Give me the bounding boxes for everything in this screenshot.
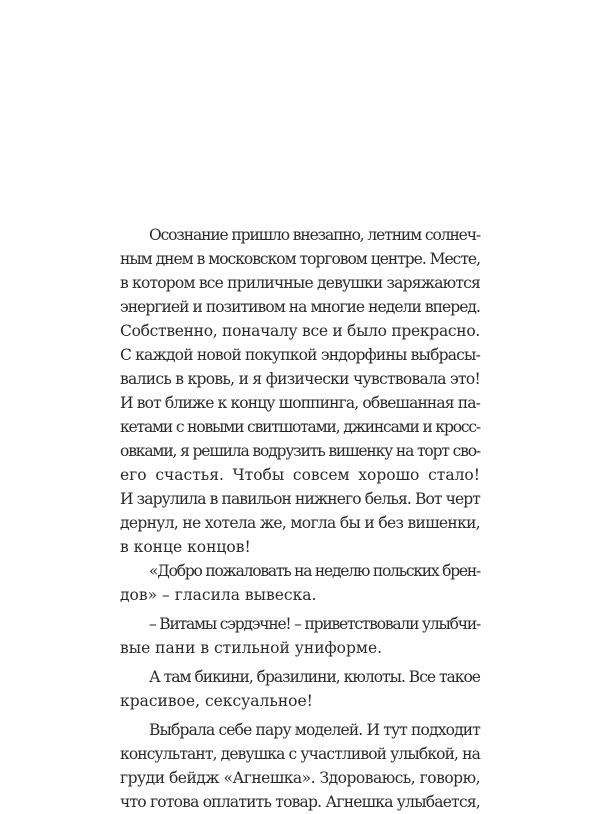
book-page-body-text [120,223,480,814]
text-line: кетами с новыми свитшотами, джинсами и кросс- [120,418,480,436]
text-line: вые пани в стильной униформе. [120,639,383,657]
text-line: «Добро пожаловать на неделю польских брен- [149,562,480,580]
text-line: консультант, девушка с участливой улыбкой, на [120,745,480,763]
text-line: овками, я решила водрузить вишенку на торт сво- [120,442,480,460]
text-line: И вот ближе к концу шоппинга, обвешанная па- [120,394,480,412]
text-line: красивое, сексуальное! [120,692,313,710]
text-line: С каждой новой покупкой эндорфины выбрасы- [120,346,480,364]
text-line: ным днем в московском торговом центре. Месте, [120,250,480,268]
text-line: в конце концов! [120,538,251,556]
text-line: дернул, не хотела же, могла бы и без вишенки, [120,514,480,532]
text-line: что готова оплатить товар. Агнешка улыбается, [120,793,480,811]
text-line: – Витамы сэрдэчне! – приветствовали улыбчи- [149,615,480,633]
text-line: в котором все приличные девушки заряжаются [120,274,480,292]
text-line: дов» – гласила вывеска. [120,586,317,604]
text-line: А там бикини, бразилини, кюлоты. Все такое [149,668,480,686]
text-line: его счастья. Чтобы совсем хорошо стало! [120,466,480,484]
text-line: И зарулила в павильон нижнего белья. Вот черт [120,490,480,508]
text-line: энергией и позитивом на многие недели вперед. [120,298,480,316]
text-line: Выбрала себе пару моделей. И тут подходит [149,721,480,739]
text-line: вались в кровь, и я физически чувствовала это! [120,370,480,388]
text-line: Осознание пришло внезапно, летним солнеч- [149,226,480,244]
text-line: груди бейдж «Агнешка». Здороваюсь, говорю, [120,769,480,787]
text-line: Собственно, поначалу все и было прекрасно. [120,322,480,340]
